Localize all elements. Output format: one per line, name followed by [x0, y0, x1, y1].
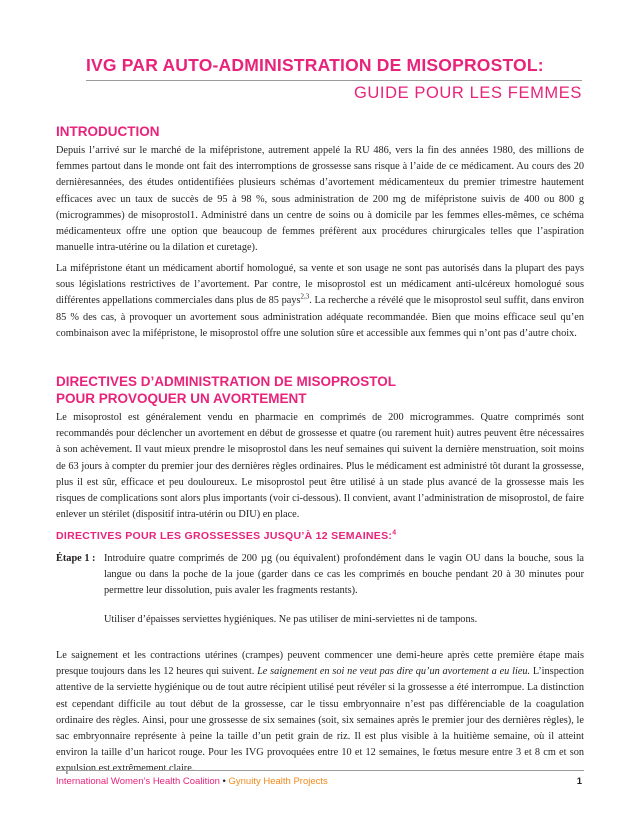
footer-credits [56, 776, 328, 787]
document-title: IVG PAR AUTO-ADMINISTRATION DE MISOPROSTOL: [86, 55, 544, 75]
introduction-paragraph-1: Depuis l’arrivé sur le marché de la mifépristone, autrement appelé la RU 486, vers la fin des années 1980, des millions de femmes partout dans le monde ont fait des interromptions de grossesse sans risque à l’aide de ce médicament. Au cours des 20 dernièresannées, des études ontidentifiées plusieurs schémas d’avortement médicamenteux du premier trimestre hautement efficaces avec un taux de succès de 95 à 98 %, sous administration de 200 mg de mifépristone suivis de 400 ou 800 g (microgrammes) de misoprostol1. Administré dans un centre de soins ou à domicile par les femmes elles-mêmes, ce schéma médicamenteux offre une option que beaucoup de femmes préfèrent aux procédures chirurgicales telles que l’aspiration manuelle intra-utérine ou la dilation et curetage). [56, 145, 584, 254]
bleeding-text-a: Le saignement et les contractions utérines (crampes) peuvent commencer une demi-heure après cette première étape mais presque toujours dans les 12 heures qui suivent. [56, 650, 584, 678]
title-divider [86, 80, 582, 81]
subheading-text: DIRECTIVES POUR LES GROSSESSES JUSQU’À 12 SEMAINES: [56, 530, 393, 542]
footnote-ref-4: 4 [392, 529, 397, 537]
footer-org-gynuity: Gynuity Health Projects [228, 776, 328, 787]
directives-heading [56, 373, 396, 407]
document-subtitle: GUIDE POUR LES FEMMES [353, 84, 582, 102]
bleeding-emphasis: Le saignement en soi ne veut pas dire qu’un avortement a eu lieu. [257, 666, 531, 678]
step-1-text: Introduire quatre comprimés de 200 µg (ou équivalent) profondément dans le vagin OU dans la bouche, sous la langue ou dans la poche de la joue (garder dans ce cas les comprimés en bouche pendant 20 à 30 minutes pour permettre leur dissolution, puis avaler les fragments restants). [104, 553, 584, 597]
directives-heading-line-1: DIRECTIVES D’ADMINISTRATION DE MISOPROSTOL [56, 374, 397, 389]
footer-org-iwhc: International Women’s Health Coalition [56, 776, 220, 787]
directives-heading-line-2: POUR PROVOQUER UN AVORTEMENT [56, 391, 307, 406]
bleeding-paragraph [56, 648, 584, 778]
introduction-paragraph-2-text-b: . La recherche a révélé que le misoprostol seul suffit, dans environ 85 % des cas, à provoquer un avortement sous administration adéquate recommandée. Bien que moins efficace seul qu’en combinaison avec la mifépristone, le misoprostol offre une solution sûre et accessible aux femmes qui n’ont pas d’autre choix. [56, 295, 584, 339]
footnote-ref-2-3: 2,3 [300, 292, 310, 301]
bleeding-text-b: L’inspection attentive de la serviette hygiénique ou de tout autre récipient utilisé peut révéler si la grossesse a été interrompue. La distinction est cependant difficile au tout début de la grossesse, car le tissu embryonnaire n’est pas différenciable de la coagulation ordinaire des règles. Ainsi, pour une grossesse de six semaines (soit, six semaines après le premier jour des dernières règles), le sac embryonnaire représente à peine la taille d’un petit grain de riz. Il est plus visible à la huitième semaine, où il atteint environ la taille d’un haricot rouge. Pour les IVG provoquées entre 10 et 12 semaines, le fœtus mesure entre 3 et 8 cm et son expulsion est extrêmement claire. [56, 666, 584, 775]
footer-divider [56, 770, 584, 771]
footer-separator: • [219, 776, 229, 787]
introduction-heading: INTRODUCTION [56, 124, 160, 139]
directives-12-weeks-subheading [56, 530, 396, 542]
introduction-paragraph-2-text-a: La mifépristone étant un médicament abortif homologué, sa vente et son usage ne sont pas autorisés dans la plupart des pays sous législations restrictives de l’avortement. Par contre, le misoprostol est un médicament anti-ulcéreux homologué sous différentes appellations commerciales dans plus de 85 pays [56, 263, 584, 307]
directives-paragraph: Le misoprostol est généralement vendu en pharmacie en comprimés de 200 microgrammes. Quatre comprimés sont recommandés pour déclencher un avortement en début de grossesse et quatre (ou rarement huit) autres peuvent être nécessaires à son achèvement. Il vaut mieux prendre le misoprostol dans les neuf semaines qui suivent la dernière menstruation, soit moins de 63 jours à compter du premier jour des dernières règles ordinaires. Plus le médicament est administré tôt durant la grossesse, plus il est sûr, efficace et peu douloureux. Le misoprostol peut être utilisé à un stade plus avancé de la grossesse mais les risques de complications sont alors plus importants (voir ci-dessous). Il convient, avant l’administration de misoprostol, de faire enlever un stérilet (dispositif intra-utérin ou DIU) en place. [56, 412, 584, 521]
step-1-note: Utiliser d’épaisses serviettes hygiéniques. Ne pas utiliser de mini-serviettes ni de tampons. [104, 614, 478, 625]
page-number: 1 [576, 776, 582, 787]
step-1-label: Étape 1 : [56, 553, 96, 564]
introduction-paragraph-2 [56, 261, 584, 342]
